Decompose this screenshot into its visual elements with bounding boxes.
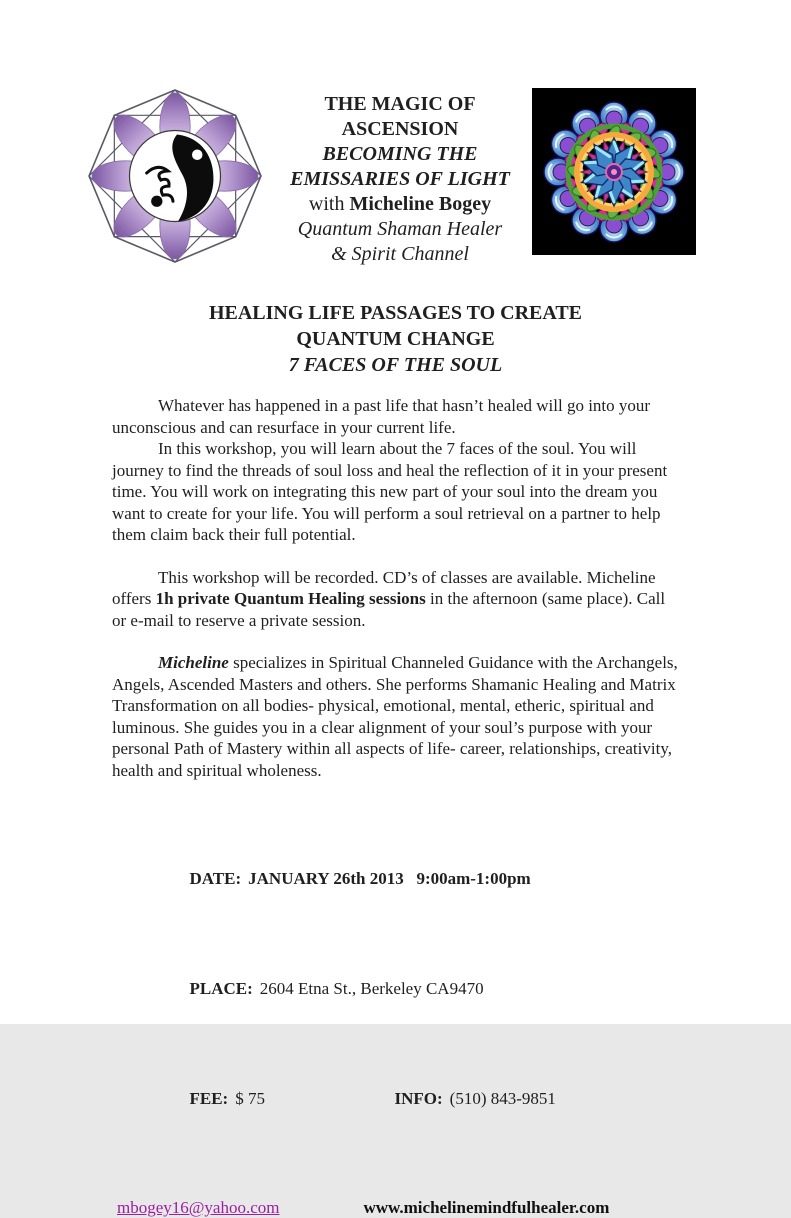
- fee-value: $ 75: [235, 1089, 265, 1108]
- place-value: 2604 Etna St., Berkeley CA9470: [259, 979, 484, 998]
- paragraph: [112, 438, 679, 546]
- event-details: [112, 802, 679, 1176]
- body-text: [112, 395, 682, 781]
- paragraph: [112, 652, 682, 781]
- text-run: specializes in Spiritual Channeled Guidance with the Archangels, Angels, Ascended Masters and others. She performs Shamanic Healing and Matrix Transformation on all bodies- physical, emotional, mental, etheric, spiritual and luminous. She guides you in a clear alignment of your soul’s purpose with your personal Path of Mastery within all aspects of life- career, relationships, creativity, health and spiritual wholeness.: [112, 653, 682, 780]
- text-run: HEALING LIFE PASSAGES TO CREATE: [208, 302, 583, 324]
- fee-part: [190, 1088, 395, 1110]
- fee-label: FEE:: [189, 1089, 229, 1108]
- text-line: [280, 217, 520, 242]
- website-text: www.michelinemindfulhealer.com: [363, 1198, 610, 1217]
- text-run: Whatever has happened in a past life that hasn’t healed will go into your unconscious and can resurface in your current life.: [112, 396, 655, 437]
- text-line: [280, 117, 520, 142]
- place-label: PLACE:: [189, 979, 253, 998]
- text-line: [280, 167, 520, 192]
- date-line: [164, 846, 679, 912]
- text-run: Quantum Shaman Healer: [297, 218, 503, 240]
- text-line: [0, 352, 791, 378]
- date-label: DATE:: [189, 869, 242, 888]
- text-run: In this workshop, you will learn about the 7 faces of the soul. You will journey to find the threads of soul loss and heal the reflection of it in your present time. You will work on integrating this new part of your soul into the dream you want to create for your life. You will perform a soul retrieval on a partner to help them claim back their full potential.: [112, 439, 672, 544]
- flyer-title-block: [280, 92, 520, 267]
- text-line: [280, 242, 520, 267]
- octagram-lotus-yinyang-logo-icon: [84, 88, 266, 265]
- mandala-artwork: [532, 88, 696, 260]
- text-run: 1h private Quantum Healing sessions: [155, 589, 426, 608]
- text-run: & Spirit Channel: [331, 243, 469, 265]
- text-run: BECOMING THE: [322, 143, 478, 165]
- text-run: Micheline: [158, 653, 229, 672]
- text-run: 7 FACES OF THE SOUL: [288, 354, 503, 376]
- info-label: INFO:: [394, 1089, 443, 1108]
- text-line: [0, 326, 791, 352]
- workshop-heading: [0, 300, 791, 378]
- kaleidoscope-mandala-icon: [532, 88, 696, 255]
- info-value: (510) 843-9851: [449, 1089, 556, 1108]
- contact-footer: [112, 1198, 679, 1218]
- flyer-header: [0, 88, 791, 270]
- fee-info-line: [164, 1066, 679, 1132]
- text-run: EMISSARIES OF LIGHT: [290, 168, 510, 190]
- text-run: with: [308, 193, 350, 215]
- text-run: in the afternoon (same place). Call or e-mail to reserve a private session.: [112, 589, 670, 630]
- date-value: JANUARY 26th 2013 9:00am-1:00pm: [248, 869, 531, 888]
- text-line: [280, 142, 520, 167]
- paragraph: [112, 395, 679, 438]
- text-line: [280, 92, 520, 117]
- text-run: This workshop will be recorded. CD’s of classes are available. Micheline offers: [112, 567, 660, 608]
- text-line: [0, 300, 791, 326]
- place-line: [164, 956, 679, 1022]
- text-run: THE MAGIC OF: [324, 93, 476, 115]
- ascension-logo: [84, 88, 266, 270]
- text-line: [280, 192, 520, 217]
- paragraph: [112, 567, 679, 632]
- text-run: ASCENSION: [341, 118, 459, 140]
- text-run: QUANTUM CHANGE: [296, 328, 495, 350]
- email-link[interactable]: mbogey16@yahoo.com: [117, 1198, 280, 1217]
- text-run: Micheline Bogey: [349, 193, 492, 215]
